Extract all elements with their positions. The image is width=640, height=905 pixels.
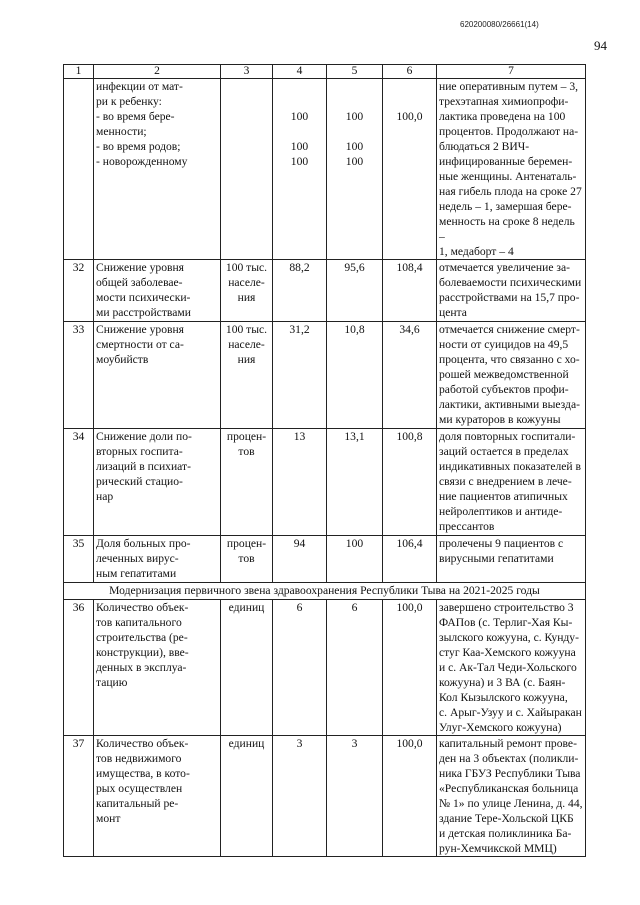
column-number: 7 <box>437 65 586 79</box>
comment: ние оперативным путем – 3, трехэтапная химиопрофи- лактика проведена на 100 процентов. Продолжают на- блюдаться 2 ВИЧ- инфицированные беремен- ные женщины. Антенаталь- ная гибель плода на сроке 27 недель – 1, замершая бере- менность на сроке 8 недель – 1, медаборт – 4 <box>437 79 586 260</box>
table-row <box>64 322 586 429</box>
actual-value: 3 <box>327 736 383 857</box>
table-row <box>64 429 586 536</box>
indicator-name: Количество объек- тов капитального строительства (ре- конструкции), вве- денных в эксплуа- тацию <box>94 600 221 736</box>
percent-value: 100,0 <box>383 736 437 857</box>
table-row <box>64 79 586 260</box>
percent-value: 34,6 <box>383 322 437 429</box>
column-number: 2 <box>94 65 221 79</box>
column-number: 3 <box>221 65 273 79</box>
row-number <box>64 79 94 260</box>
unit: 100 тыс. населе- ния <box>221 322 273 429</box>
planned-value: 6 <box>273 600 327 736</box>
comment: отмечается снижение смерт- ности от суицидов на 49,5 процента, что связанно с хо- рошей межведомственной работой субъектов профи- лактики, активными выезда- ми кураторов в кожууны <box>437 322 586 429</box>
table-row <box>64 536 586 583</box>
percent-value: 100,0 <box>383 600 437 736</box>
page-number: 94 <box>594 38 607 53</box>
column-number-row <box>64 65 586 79</box>
column-number: 1 <box>64 65 94 79</box>
indicators-table <box>63 64 586 857</box>
percent-value: 100,0 <box>383 79 437 260</box>
planned-value: 31,2 <box>273 322 327 429</box>
comment: пролечены 9 пациентов с вирусными гепатитами <box>437 536 586 583</box>
comment: завершено строительство 3 ФАПов (с. Терлиг-Хая Кы- зылского кожууна, с. Кунду- стуг Каа-Хемского кожууна и с. Ак-Тал Чеди-Хольского кожууна) и 3 ВА (с. Баян- Кол Кызылского кожууна, с. Арыг-Узуу и с. Хайыракан Улуг-Хемского кожууна) <box>437 600 586 736</box>
indicator-name: Количество объек- тов недвижимого имущества, в кото- рых осуществлен капитальный ре- монт <box>94 736 221 857</box>
percent-value: 108,4 <box>383 260 437 322</box>
indicator-name: Доля больных про- леченных вирус- ным гепатитами <box>94 536 221 583</box>
unit: процен- тов <box>221 536 273 583</box>
unit: 100 тыс. населе- ния <box>221 260 273 322</box>
table-row <box>64 600 586 736</box>
row-number: 32 <box>64 260 94 322</box>
unit: процен- тов <box>221 429 273 536</box>
comment: капитальный ремонт прове- ден на 3 объектах (поликли- ника ГБУЗ Республики Тыва «Республиканская больница № 1» по улице Ленина, д. 44, здание Тере-Хольской ЦКБ и детская поликлиника Ба- рун-Хемчикской ММЦ) <box>437 736 586 857</box>
section-heading-row <box>64 583 586 600</box>
indicator-name: Снижение доли по- вторных госпита- лизаций в психиат- рический стацио- нар <box>94 429 221 536</box>
percent-value: 106,4 <box>383 536 437 583</box>
document-id: 620200080/26661(14) <box>460 20 539 29</box>
comment: доля повторных госпитали- заций остается в пределах индикативных показателей в связи с внедрением в лече- ние пациентов атипичных нейролептиков и антиде- прессантов <box>437 429 586 536</box>
indicator-name: инфекции от мат- ри к ребенку: - во время бере- менности; - во время родов; - новорожденному <box>94 79 221 260</box>
unit: единиц <box>221 600 273 736</box>
actual-value: 13,1 <box>327 429 383 536</box>
actual-value: 95,6 <box>327 260 383 322</box>
table-row <box>64 736 586 857</box>
planned-value: 13 <box>273 429 327 536</box>
row-number: 36 <box>64 600 94 736</box>
column-number: 6 <box>383 65 437 79</box>
unit <box>221 79 273 260</box>
actual-value: 100 100 100 <box>327 79 383 260</box>
comment: отмечается увеличение за- болеваемости психическими расстройствами на 15,7 про- цента <box>437 260 586 322</box>
planned-value: 88,2 <box>273 260 327 322</box>
table-row <box>64 260 586 322</box>
row-number: 33 <box>64 322 94 429</box>
column-number: 5 <box>327 65 383 79</box>
planned-value: 3 <box>273 736 327 857</box>
row-number: 35 <box>64 536 94 583</box>
column-number: 4 <box>273 65 327 79</box>
planned-value: 100 100 100 <box>273 79 327 260</box>
actual-value: 6 <box>327 600 383 736</box>
planned-value: 94 <box>273 536 327 583</box>
percent-value: 100,8 <box>383 429 437 536</box>
row-number: 34 <box>64 429 94 536</box>
indicator-name: Снижение уровня смертности от са- моубийств <box>94 322 221 429</box>
section-title: Модернизация первичного звена здравоохранения Республики Тыва на 2021-2025 годы <box>64 583 586 600</box>
indicator-name: Снижение уровня общей заболевае- мости психически- ми расстройствами <box>94 260 221 322</box>
actual-value: 10,8 <box>327 322 383 429</box>
actual-value: 100 <box>327 536 383 583</box>
unit: единиц <box>221 736 273 857</box>
row-number: 37 <box>64 736 94 857</box>
